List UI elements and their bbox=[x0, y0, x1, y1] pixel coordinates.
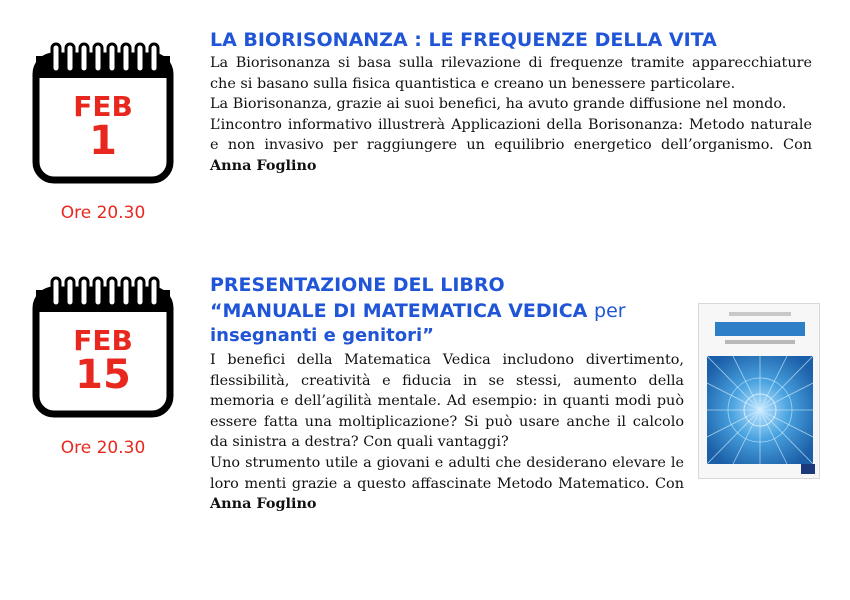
speaker-name: Anna Foglino bbox=[210, 156, 317, 174]
calendar-month: FEB bbox=[73, 90, 133, 123]
description-paragraph: L’incontro informativo illustrerà Applicazioni della Borisonanza: Metodo naturale e non invasivo per raggiungere un equilibrio energetico dell’organismo. Con Anna Foglino bbox=[210, 116, 812, 174]
book-cover-image bbox=[698, 303, 820, 479]
description-paragraph: La Biorisonanza, grazie ai suoi benefici, ha avuto grande diffusione nel mondo. bbox=[210, 96, 787, 113]
calendar-icon bbox=[30, 270, 176, 420]
event-time: Ore 20.30 bbox=[60, 438, 146, 458]
event-title-line: insegnanti e genitori” bbox=[210, 325, 435, 346]
calendar-day: 15 bbox=[75, 352, 131, 398]
event-title-line: PRESENTAZIONE DEL LIBRO bbox=[210, 274, 505, 296]
calendar-month: FEB bbox=[73, 324, 133, 357]
event-description bbox=[210, 350, 684, 515]
description-paragraph: Uno strumento utile a giovani e adulti che desiderano elevare le loro menti grazie a questo affascinate Metodo Matematico. Con Anna Foglino bbox=[210, 454, 684, 513]
event-time: Ore 20.30 bbox=[60, 203, 146, 223]
event-title: LA BIORISONANZA : LE FREQUENZE DELLA VITA bbox=[210, 29, 717, 51]
calendar-icon bbox=[30, 36, 176, 186]
event-description bbox=[210, 53, 812, 177]
description-paragraph: La Biorisonanza si basa sulla rilevazione di frequenze tramite apparecchiature che si basano sulla fisica quantistica e creano un benessere particolare. bbox=[210, 55, 812, 92]
calendar-day: 1 bbox=[89, 118, 117, 164]
event-title-line: “MANUALE DI MATEMATICA VEDICA per bbox=[210, 300, 626, 322]
description-paragraph: I benefici della Matematica Vedica includono divertimento, flessibilità, creatività e fiducia in se stessi, aumento della memoria e dell’agilità mentale. Ad esempio: in quanti modi può essere fatta una moltiplicazione? Si può usare anche il calcolo da sinistra a destra? Con quali vantaggi? bbox=[210, 352, 684, 451]
speaker-name: Anna Foglino bbox=[210, 495, 317, 513]
